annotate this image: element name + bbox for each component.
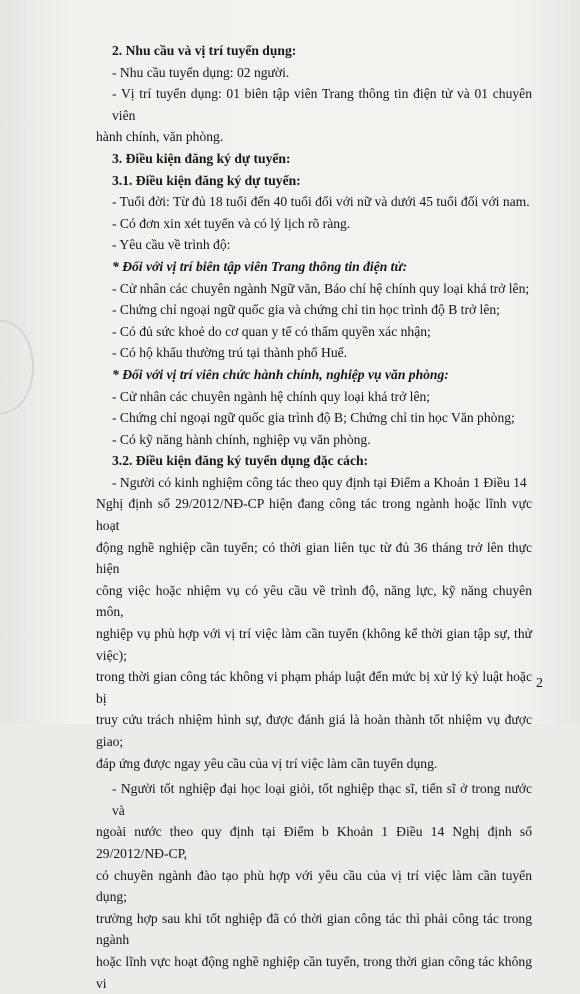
text-line: nghiệp vụ phù hợp với vị trí việc làm cần tuyển (không kể thời gian tập sự, thử việc);: [96, 626, 532, 663]
text-line: - Cử nhân các chuyên ngành hệ chính quy loại khá trở lên;: [112, 388, 431, 404]
text-line: - Có hộ khẩu thường trú tại thành phố Huế.: [112, 345, 348, 361]
text-line: đáp ứng được ngay yêu cầu của vị trí việc làm cần tuyển dụng.: [96, 755, 438, 771]
subheading-bien-tap-vien: * Đối với vị trí biên tập viên Trang thông tin điện tử:: [112, 258, 408, 274]
text-line: trường hợp sau khi tốt nghiệp đã có thời gian công tác thì phải công tác trong ngành: [96, 910, 532, 948]
text-line: - Người có kinh nghiệm công tác theo quy định tại Điểm a Khoản 1 Điều 14: [112, 474, 527, 490]
text-line: - Có kỹ năng hành chính, nghiệp vụ văn phòng.: [112, 431, 371, 447]
page-number: 2: [536, 676, 543, 691]
bleed-through-seal: [0, 320, 34, 414]
text-line: - Có đủ sức khoẻ do cơ quan y tế có thẩm quyền xác nhận;: [112, 323, 431, 339]
text-line: công việc hoặc nhiệm vụ có yêu cầu về trình độ, năng lực, kỹ năng chuyên môn,: [96, 582, 532, 620]
text-line: - Tuổi đời: Từ đủ 18 tuổi đến 40 tuổi đối với nữ và dưới 45 tuổi đối với nam.: [112, 194, 530, 210]
text-line: - Chứng chỉ ngoại ngữ quốc gia và chứng chỉ tin học trình độ B trở lên;: [112, 302, 500, 318]
heading-3-2: 3.2. Điều kiện đăng ký tuyển dụng đặc cách:: [112, 453, 369, 469]
text-line: hành chính, văn phòng.: [96, 129, 224, 145]
heading-3-1: 3.1. Điều kiện đăng ký dự tuyển:: [112, 172, 301, 188]
text-line: - Yêu cầu về trình độ:: [112, 237, 231, 253]
text-line: - Người tốt nghiệp đại học loại giỏi, tốt nghiệp thạc sĩ, tiến sĩ ở trong nước và: [112, 781, 532, 818]
text-line: động nghề nghiệp cần tuyển; có thời gian liên tục từ đủ 36 tháng trở lên thực hiện: [96, 539, 532, 577]
text-line: - Vị trí tuyển dụng: 01 biên tập viên Trang thông tin điện tử và 01 chuyên viên: [112, 86, 532, 123]
text-line: trong thời gian công tác không vi phạm pháp luật đến mức bị xử lý kỷ luật hoặc bị: [96, 669, 532, 706]
text-line: - Cử nhân các chuyên ngành Ngữ văn, Báo chí hệ chính quy loại khá trở lên;: [112, 280, 530, 296]
text-line: có chuyên ngành đào tạo phù hợp với yêu cầu của vị trí việc làm cần tuyển dụng;: [96, 867, 532, 905]
text-line: ngoài nước theo quy định tại Điểm b Khoản 1 Điều 14 Nghị định số 29/2012/NĐ-CP,: [96, 824, 532, 861]
text-line: - Có đơn xin xét tuyển và có lý lịch rõ ràng.: [112, 215, 351, 231]
text-line: truy cứu trách nhiệm hình sự, được đánh giá là hoàn thành tốt nhiệm vụ được giao;: [96, 712, 532, 749]
text-line: - Chứng chỉ ngoại ngữ quốc gia trình độ B; Chứng chỉ tin học Văn phòng;: [112, 410, 515, 426]
text-line: Nghị định số 29/2012/NĐ-CP hiện đang công tác trong ngành hoặc lĩnh vực hoạt: [96, 496, 532, 534]
heading-nhu-cau: 2. Nhu cầu và vị trí tuyển dụng:: [112, 43, 297, 58]
text-line: - Nhu cầu tuyển dụng: 02 người.: [112, 64, 290, 80]
heading-dieu-kien: 3. Điều kiện đăng ký dự tuyển:: [112, 150, 291, 166]
text-line: hoặc lĩnh vực hoạt động nghề nghiệp cần tuyển, trong thời gian công tác không vi: [96, 953, 532, 991]
subheading-vien-chuc: * Đối với vị trí viên chức hành chính, nghiệp vụ văn phòng:: [112, 366, 449, 382]
document-body: [96, 40, 532, 994]
